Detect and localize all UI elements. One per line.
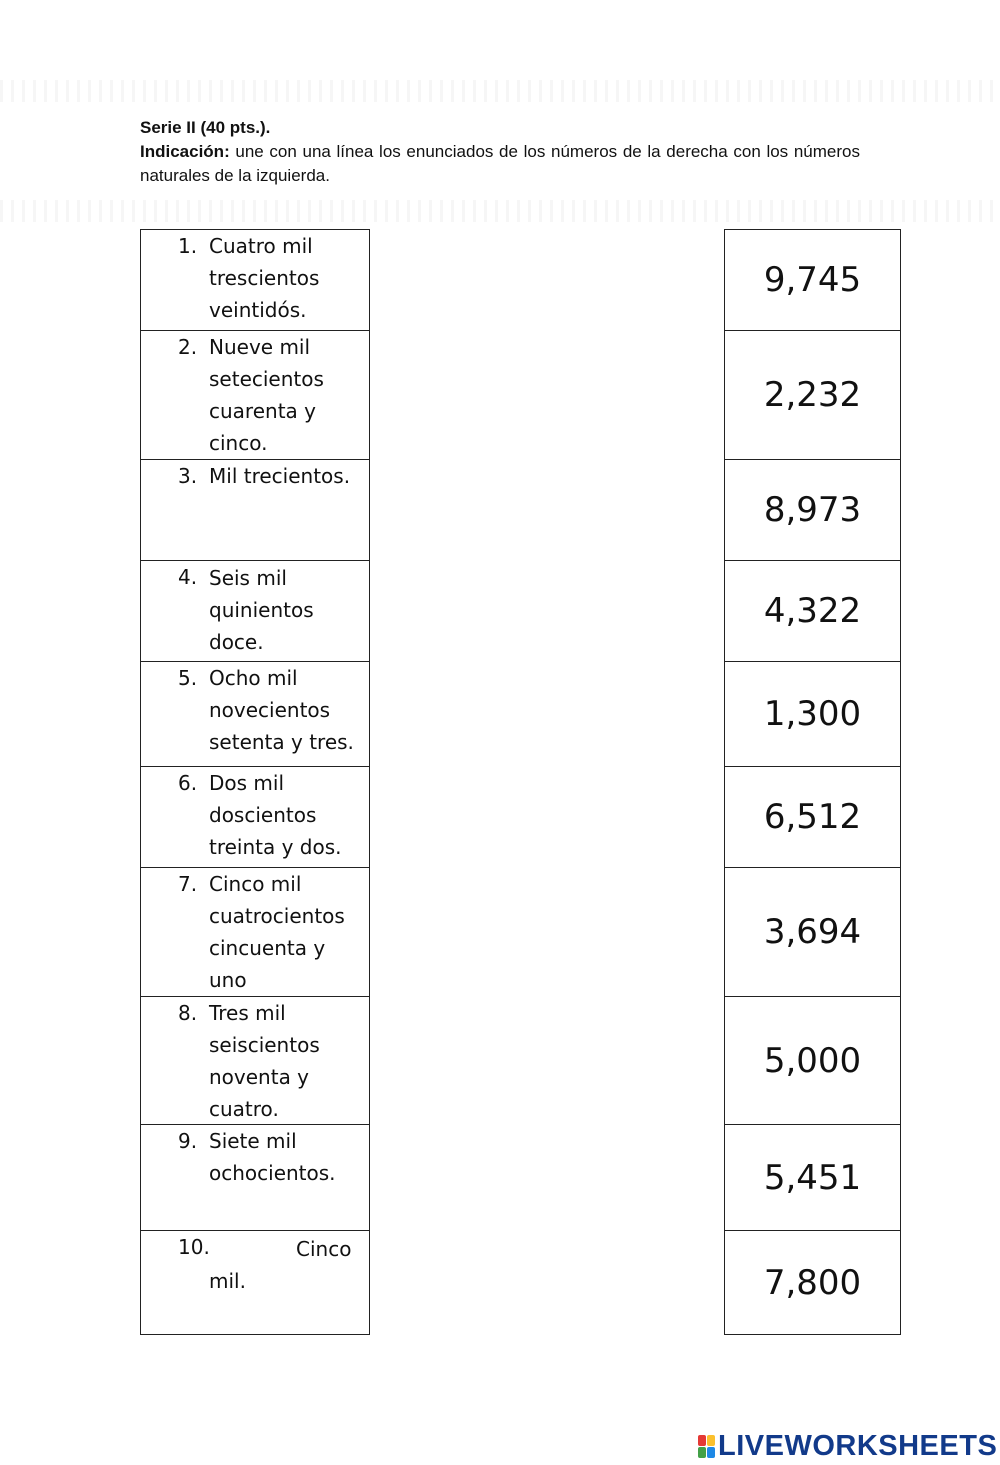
statement-text: Cinco mil cuatrocientos cincuenta y uno (209, 872, 345, 992)
instruction-lead: Indicación: (140, 142, 230, 161)
number-cell[interactable]: 1,300 (725, 662, 900, 767)
number-cell[interactable]: 5,451 (725, 1125, 900, 1231)
statements-table (140, 229, 370, 1335)
statement-row[interactable] (141, 997, 369, 1125)
section-title: Serie II (40 pts.). (140, 118, 271, 137)
statement-number: 1. (178, 234, 198, 258)
background-texture (0, 200, 1000, 222)
statement-row[interactable] (141, 230, 369, 331)
statement-number: 8. (178, 1001, 198, 1025)
background-texture (0, 80, 1000, 102)
logo-block (698, 1447, 706, 1458)
statement-number: 7. (178, 872, 198, 896)
logo-block (707, 1435, 715, 1446)
number-cell[interactable]: 6,512 (725, 767, 900, 868)
statement-number: 3. (178, 464, 198, 488)
statement-row[interactable] (141, 331, 369, 460)
statement-number: 6. (178, 771, 198, 795)
statement-number: 5. (178, 666, 198, 690)
statement-text: Ocho mil novecientos setenta y tres. (209, 666, 354, 754)
statement-row[interactable] (141, 1125, 369, 1231)
statement-row[interactable] (141, 460, 369, 561)
instruction-text: une con una línea los enunciados de los números de la derecha con los números naturales de la izquierda. (140, 142, 860, 185)
logo-block (707, 1447, 715, 1458)
statement-number: 2. (178, 335, 198, 359)
numbers-table (724, 229, 901, 1335)
statement-row[interactable] (141, 561, 369, 662)
number-cell[interactable]: 4,322 (725, 561, 900, 662)
statement-text: Dos mil doscientos treinta y dos. (209, 771, 342, 859)
worksheet-header (140, 116, 860, 188)
statement-row[interactable] (141, 662, 369, 767)
number-cell[interactable]: 9,745 (725, 230, 900, 331)
statement-text: Nueve mil setecientos cuarenta y cinco. (209, 335, 324, 455)
logo-block (698, 1435, 706, 1446)
number-cell[interactable]: 7,800 (763, 1262, 862, 1303)
logo-text: LIVEWORKSHEETS (718, 1430, 998, 1462)
statement-number: 10. (178, 1235, 210, 1259)
instruction (140, 140, 860, 188)
statement-text: Siete mil ochocientos. (209, 1129, 336, 1185)
statement-row[interactable] (141, 767, 369, 868)
number-cell[interactable]: 3,694 (725, 868, 900, 997)
number-cell[interactable]: 5,000 (725, 997, 900, 1125)
number-cell[interactable]: 2,232 (725, 331, 900, 460)
statement-row[interactable] (141, 1231, 369, 1334)
statement-text: Seis mil quinientos doce. (209, 566, 314, 654)
statement-text: Mil trecientos. (209, 464, 351, 488)
number-cell[interactable]: 8,973 (725, 460, 900, 561)
statement-number: 4. (178, 565, 198, 589)
statement-number: 9. (178, 1129, 198, 1153)
statement-row[interactable] (141, 868, 369, 997)
statement-text: Tres mil seiscientos noventa y cuatro. (209, 1001, 320, 1121)
logo-mark-icon (698, 1435, 715, 1458)
liveworksheets-logo (698, 1430, 997, 1463)
statement-text: Cuatro mil trescientos veintidós. (209, 234, 320, 322)
statement-text: Cinco mil. (209, 1237, 352, 1293)
